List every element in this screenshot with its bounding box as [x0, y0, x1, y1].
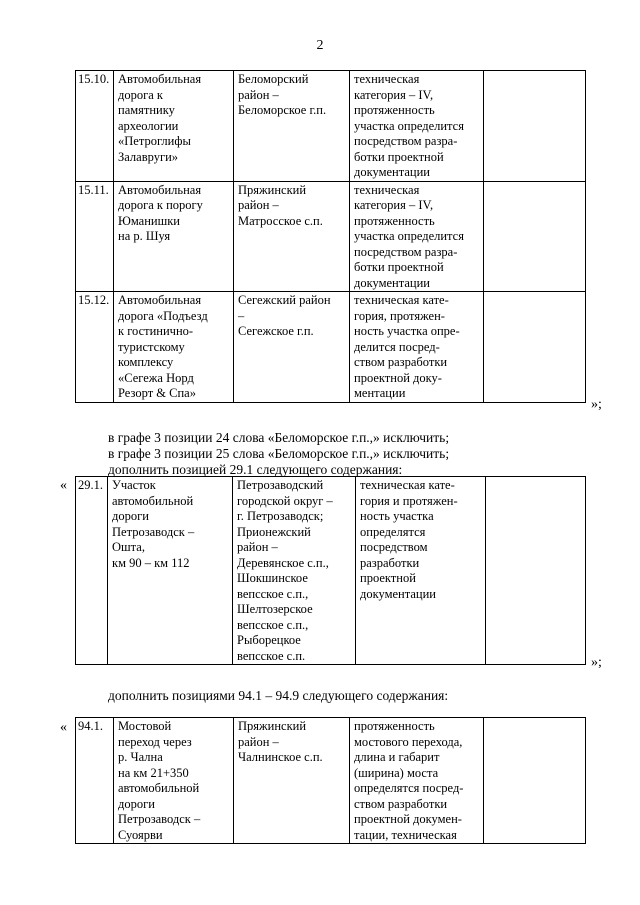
cell-line: делится посред- [354, 339, 440, 354]
cell-line: район – [238, 198, 279, 212]
empty-cell [486, 477, 586, 665]
cell-line: (ширина) моста [354, 765, 439, 780]
description-cell [350, 71, 484, 182]
cell-line: техническая [354, 182, 420, 197]
cell-line: Автомобильная [118, 72, 202, 86]
cell-line: дороги [118, 796, 155, 811]
cell-line: памятнику [118, 103, 175, 117]
position-number: 29.1. [76, 477, 108, 665]
cell-line: протяженность [354, 719, 435, 733]
location-cell [234, 71, 350, 182]
cell-line: автомобильной [112, 493, 194, 508]
empty-cell [484, 181, 586, 292]
paragraph-add-94: дополнить позициями 94.1 – 94.9 следующего содержания: [108, 688, 449, 703]
cell-line: «Сегежа Норд [118, 370, 194, 385]
cell-line: Автомобильная [118, 293, 202, 307]
cell-line: дорога к порогу [118, 198, 203, 212]
table-row [76, 71, 586, 182]
cell-line: на р. Шуя [118, 229, 171, 243]
cell-line: посредством [360, 540, 428, 554]
location-cell [234, 181, 350, 292]
cell-line: документации [354, 275, 430, 290]
opening-quote-2: « [60, 478, 67, 493]
cell-line: Пряжинский [238, 182, 307, 197]
cell-line: документации [354, 165, 430, 179]
cell-line: тации, техническая [354, 827, 457, 842]
cell-line: техническая кате- [354, 293, 449, 307]
cell-line: туристскому [118, 339, 185, 354]
cell-line: Юманишки [118, 213, 180, 228]
positions-table-94 [75, 717, 586, 844]
cell-line: вепсское с.п., [237, 586, 309, 601]
cell-line: Залавруги» [118, 149, 179, 164]
cell-line: ботки проектной [354, 260, 444, 274]
cell-line: городской округ – [237, 493, 333, 508]
road-name-cell [114, 71, 234, 182]
table-row [76, 181, 586, 292]
opening-quote-3: « [60, 720, 67, 735]
cell-line: определятся [360, 524, 426, 539]
cell-line: район – [238, 87, 279, 102]
table-row [76, 292, 586, 403]
cell-line: Петрозаводск – [112, 524, 195, 539]
cell-line: ством разработки [354, 355, 448, 369]
cell-line: г. Петрозаводск; [237, 509, 324, 523]
cell-line: к гостинично- [118, 324, 194, 338]
closing-quote-1: »; [591, 397, 602, 412]
positions-table-29-1 [75, 476, 586, 665]
cell-line: – [238, 308, 245, 323]
cell-line: Ошта, [112, 540, 145, 554]
cell-line: Пряжинский [238, 719, 307, 733]
cell-line: археологии [118, 118, 179, 133]
empty-cell [484, 718, 586, 844]
cell-line: мостового перехода, [354, 734, 463, 749]
cell-line: Деревянское с.п., [237, 555, 329, 570]
cell-line: вепсское с.п. [237, 648, 306, 663]
paragraph-position-25: в графе 3 позиции 25 слова «Беломорское г.п.,» исключить; [108, 446, 450, 461]
position-number: 94.1. [76, 718, 114, 844]
cell-line: техническая кате- [360, 478, 455, 492]
cell-line: Сегежский район [238, 293, 331, 307]
cell-line: проектной докумен- [354, 812, 462, 826]
description-cell [350, 718, 484, 844]
cell-line: Прионежский [237, 524, 311, 539]
empty-cell [484, 71, 586, 182]
cell-line: категория – IV, [354, 198, 434, 212]
cell-line: км 90 – км 112 [112, 555, 190, 570]
cell-line: Матросское с.п. [238, 213, 323, 228]
cell-line: р. Чална [118, 750, 163, 764]
cell-line: Чалнинское с.п. [238, 750, 323, 764]
position-number: 15.10. [76, 71, 114, 182]
table-row [76, 718, 586, 844]
page-number: 2 [316, 38, 324, 53]
location-cell [234, 292, 350, 403]
cell-line: «Петроглифы [118, 134, 191, 148]
cell-line: дороги [112, 509, 149, 523]
cell-line: Рыборецкое [237, 633, 301, 647]
description-cell [356, 477, 486, 665]
cell-line: район – [238, 734, 279, 749]
description-cell [350, 292, 484, 403]
cell-line: длина и габарит [354, 750, 440, 764]
cell-line: вепсское с.п., [237, 617, 309, 632]
cell-line: гория и протяжен- [360, 493, 458, 508]
cell-line: протяженность [354, 103, 435, 117]
cell-line: дорога к [118, 87, 163, 102]
cell-line: Суоярви [118, 827, 163, 842]
paragraph-add-29-1: дополнить позицией 29.1 следующего содержания: [108, 462, 403, 477]
paragraph-position-24: в графе 3 позиции 24 слова «Беломорское г.п.,» исключить; [108, 430, 450, 445]
cell-line: Петрозаводский [237, 478, 324, 492]
cell-line: комплексу [118, 355, 174, 369]
cell-line: Беломорское г.п. [238, 103, 327, 117]
cell-line: на км 21+350 [118, 765, 189, 780]
cell-line: ность участка [360, 509, 434, 523]
cell-line: Автомобильная [118, 182, 202, 197]
cell-line: посредством разра- [354, 244, 458, 259]
cell-line: переход через [118, 734, 192, 749]
cell-line: ность участка опре- [354, 324, 460, 338]
cell-line: техническая [354, 72, 420, 86]
description-cell [350, 181, 484, 292]
cell-line: разработки [360, 555, 420, 570]
cell-line: район – [237, 540, 278, 554]
cell-line: Резорт & Спа» [118, 386, 196, 400]
closing-quote-2: »; [591, 655, 602, 670]
cell-line: Шокшинское [237, 571, 308, 585]
road-name-cell [114, 718, 234, 844]
cell-line: проектной [360, 571, 416, 585]
cell-line: документации [360, 586, 436, 601]
cell-line: автомобильной [118, 781, 200, 795]
cell-line: протяженность [354, 213, 435, 228]
cell-line: Шелтозерское [237, 602, 313, 616]
empty-cell [484, 292, 586, 403]
positions-table-15 [75, 70, 586, 403]
cell-line: гория, протяжен- [354, 308, 445, 323]
cell-line: ботки проектной [354, 149, 444, 164]
table-row [76, 477, 586, 665]
cell-line: Петрозаводск – [118, 812, 201, 826]
cell-line: Сегежское г.п. [238, 324, 314, 338]
cell-line: участка определится [354, 118, 464, 133]
cell-line: участка определится [354, 229, 464, 243]
road-name-cell [108, 477, 233, 665]
cell-line: Беломорский [238, 72, 309, 86]
cell-line: определятся посред- [354, 781, 464, 795]
cell-line: Участок [112, 478, 156, 492]
location-cell [233, 477, 356, 665]
position-number: 15.11. [76, 181, 114, 292]
road-name-cell [114, 292, 234, 403]
cell-line: дорога «Подъезд [118, 308, 208, 323]
road-name-cell [114, 181, 234, 292]
cell-line: Мостовой [118, 719, 172, 733]
location-cell [234, 718, 350, 844]
position-number: 15.12. [76, 292, 114, 403]
cell-line: проектной доку- [354, 370, 442, 385]
cell-line: посредством разра- [354, 134, 458, 148]
cell-line: категория – IV, [354, 87, 434, 102]
cell-line: ством разработки [354, 796, 448, 811]
cell-line: ментации [354, 386, 406, 400]
